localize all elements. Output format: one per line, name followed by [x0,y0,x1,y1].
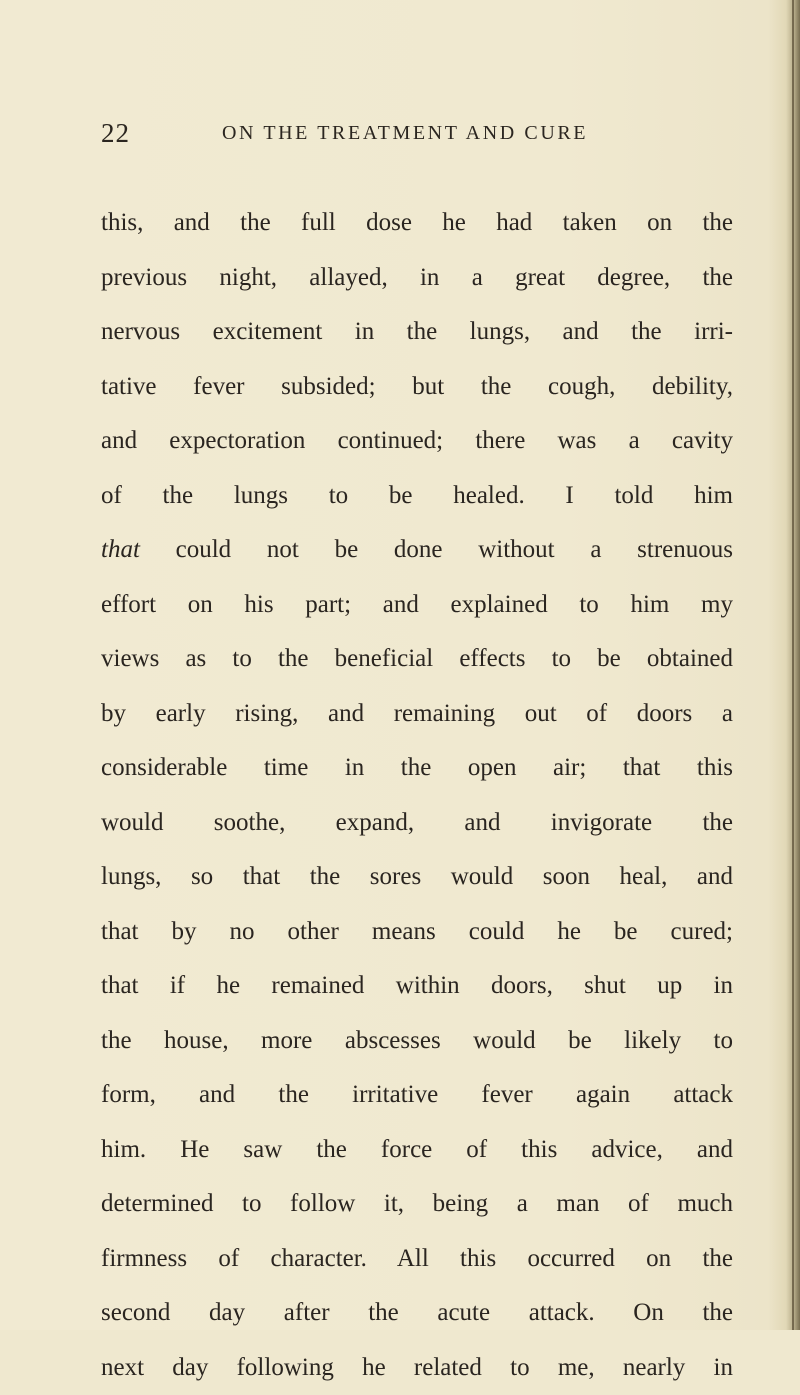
text-line: and expectoration continued; there was a cavity [101,414,733,469]
text-line: that if he remained within doors, shut up in [101,959,733,1014]
running-title: ON THE TREATMENT AND CURE [222,122,588,145]
text-line: next day following he related to me, nearly in [101,1341,733,1395]
text-line: second day after the acute attack. On the [101,1286,733,1341]
text-line: firmness of character. All this occurred on the [101,1232,733,1287]
emphasized-word: that [101,536,140,563]
page-edge-line [792,0,794,1330]
text-line: that could not be done without a strenuous [101,523,733,578]
text-line: lungs, so that the sores would soon heal, and [101,850,733,905]
text-line: effort on his part; and explained to him my [101,578,733,633]
text-line: previous night, allayed, in a great degree, the [101,251,733,306]
page-header [101,118,741,154]
text-line: views as to the beneficial effects to be obtained [101,632,733,687]
text-line: would soothe, expand, and invigorate the [101,796,733,851]
text-line: this, and the full dose he had taken on the [101,196,733,251]
text-line: by early rising, and remaining out of doors a [101,687,733,742]
text-line: the house, more abscesses would be likely to [101,1014,733,1069]
text-line: determined to follow it, being a man of much [101,1177,733,1232]
text-line: form, and the irritative fever again attack [101,1068,733,1123]
text-line: him. He saw the force of this advice, and [101,1123,733,1178]
text-line: considerable time in the open air; that this [101,741,733,796]
page-number: 22 [101,118,130,149]
body-text [101,196,733,1395]
text-line: nervous excitement in the lungs, and the irri- [101,305,733,360]
text-line: of the lungs to be healed. I told him [101,469,733,524]
text-line: that by no other means could he be cured; [101,905,733,960]
text-line: tative fever subsided; but the cough, debility, [101,360,733,415]
